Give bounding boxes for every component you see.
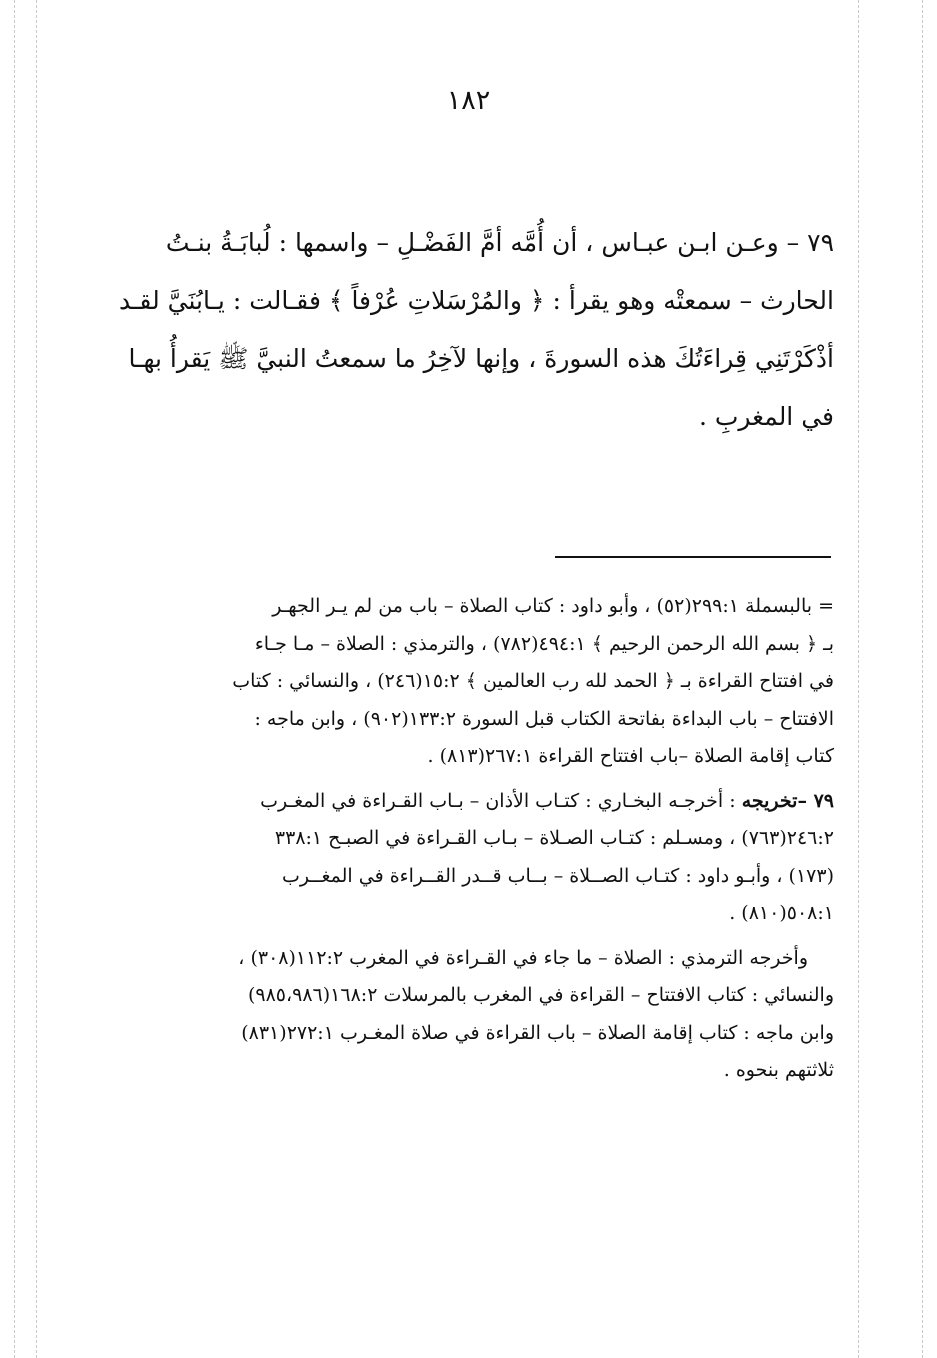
footnote-line: والنسائي : كتاب الافتتاح – القراءة في المغرب بالمرسلات ١٦٨:٢(٩٨٥،٩٨٦): [247, 984, 834, 1006]
hadith-text: [104, 214, 834, 446]
footnote-continuation: [120, 588, 834, 776]
footnote-takhrij: [120, 783, 834, 933]
scan-edge-left-inner: [36, 0, 37, 1358]
footnotes: [120, 588, 834, 1097]
footnote-line: في افتتاح القراءة بـ ﴿ الحمد لله رب العالمين ﴾ ١٥:٢(٢٤٦) ، والنسائي : كتاب: [232, 670, 834, 692]
scan-edge-right: [858, 0, 859, 1358]
scan-edge-right-outer: [922, 0, 923, 1358]
footnote-line: ثلاثتهم بنحوه .: [723, 1059, 834, 1081]
footnote-line: وابن ماجه : كتاب إقامة الصلاة – باب القراءة في صلاة المغـرب ٢٧٢:١(٨٣١): [241, 1021, 834, 1044]
scan-edge-left: [14, 0, 15, 1358]
footnote-line: كتاب إقامة الصلاة –باب افتتاح القراءة ٢٦٧:١(٨١٣) .: [427, 745, 834, 767]
footnote-line: ٥٠٨:١(٨١٠) .: [729, 902, 834, 924]
footnote-line: = بالبسملة ٢٩٩:١(٥٢) ، وأبو داود : كتاب الصلاة – باب من لم يـر الجهـر: [272, 595, 834, 617]
footnote-line: بـ ﴿ بسم الله الرحمن الرحيم ﴾ ٤٩٤:١(٧٨٢) ، والترمذي : الصلاة – مـا جـاء: [254, 632, 834, 655]
footnote-separator: [555, 556, 831, 558]
hadith-line: الحارث – سمعتْه وهو يقرأ : ﴿ والمُرْسَلاتِ عُرْفاً ﴾ فقـالت : يـابُنَيَّ لقـد: [118, 286, 834, 315]
takhrij-first-line-text: : أخرجـه البخـاري : كتـاب الأذان – بـاب القـراءة في المغـرب: [260, 789, 742, 812]
takhrij-label: ٧٩ –تخريجه: [741, 789, 834, 812]
hadith-line: في المغربِ .: [698, 402, 834, 431]
footnote-second-block: [120, 940, 834, 1090]
footnote-line: الافتتاح – باب البداءة بفاتحة الكتاب قبل السورة ١٣٣:٢(٩٠٢) ، وابن ماجه :: [254, 707, 834, 730]
footnote-line: ٢٤٦:٢(٧٦٣) ، ومسـلم : كتـاب الصـلاة – بـاب القـراءة في الصبـح ٣٣٨:١: [274, 827, 834, 849]
page-number: ١٨٢: [446, 85, 491, 116]
footnote-line: وأخرجه الترمذي : الصلاة – ما جاء في القـراءة في المغرب ١١٢:٢(٣٠٨) ،: [238, 946, 808, 969]
footnote-line: [120, 783, 834, 821]
hadith-line: ٧٩ – وعـن ابـن عبـاس ، أن أُمَّه أمَّ الفَضْـلِ – واسمها : لُبابَـةُ بنـتُ: [165, 228, 834, 257]
hadith-line: أذْكَرْتَنِي قِراءَتُكَ هذه السورةَ ، وإنها لآخِرُ ما سمعتُ النبيَّ ﷺ يَقرأُ بهـا: [128, 344, 834, 373]
footnote-line: (١٧٣) ، وأبـو داود : كتـاب الصــلاة – بــاب قــدر القــراءة في المغــرب: [281, 864, 834, 887]
